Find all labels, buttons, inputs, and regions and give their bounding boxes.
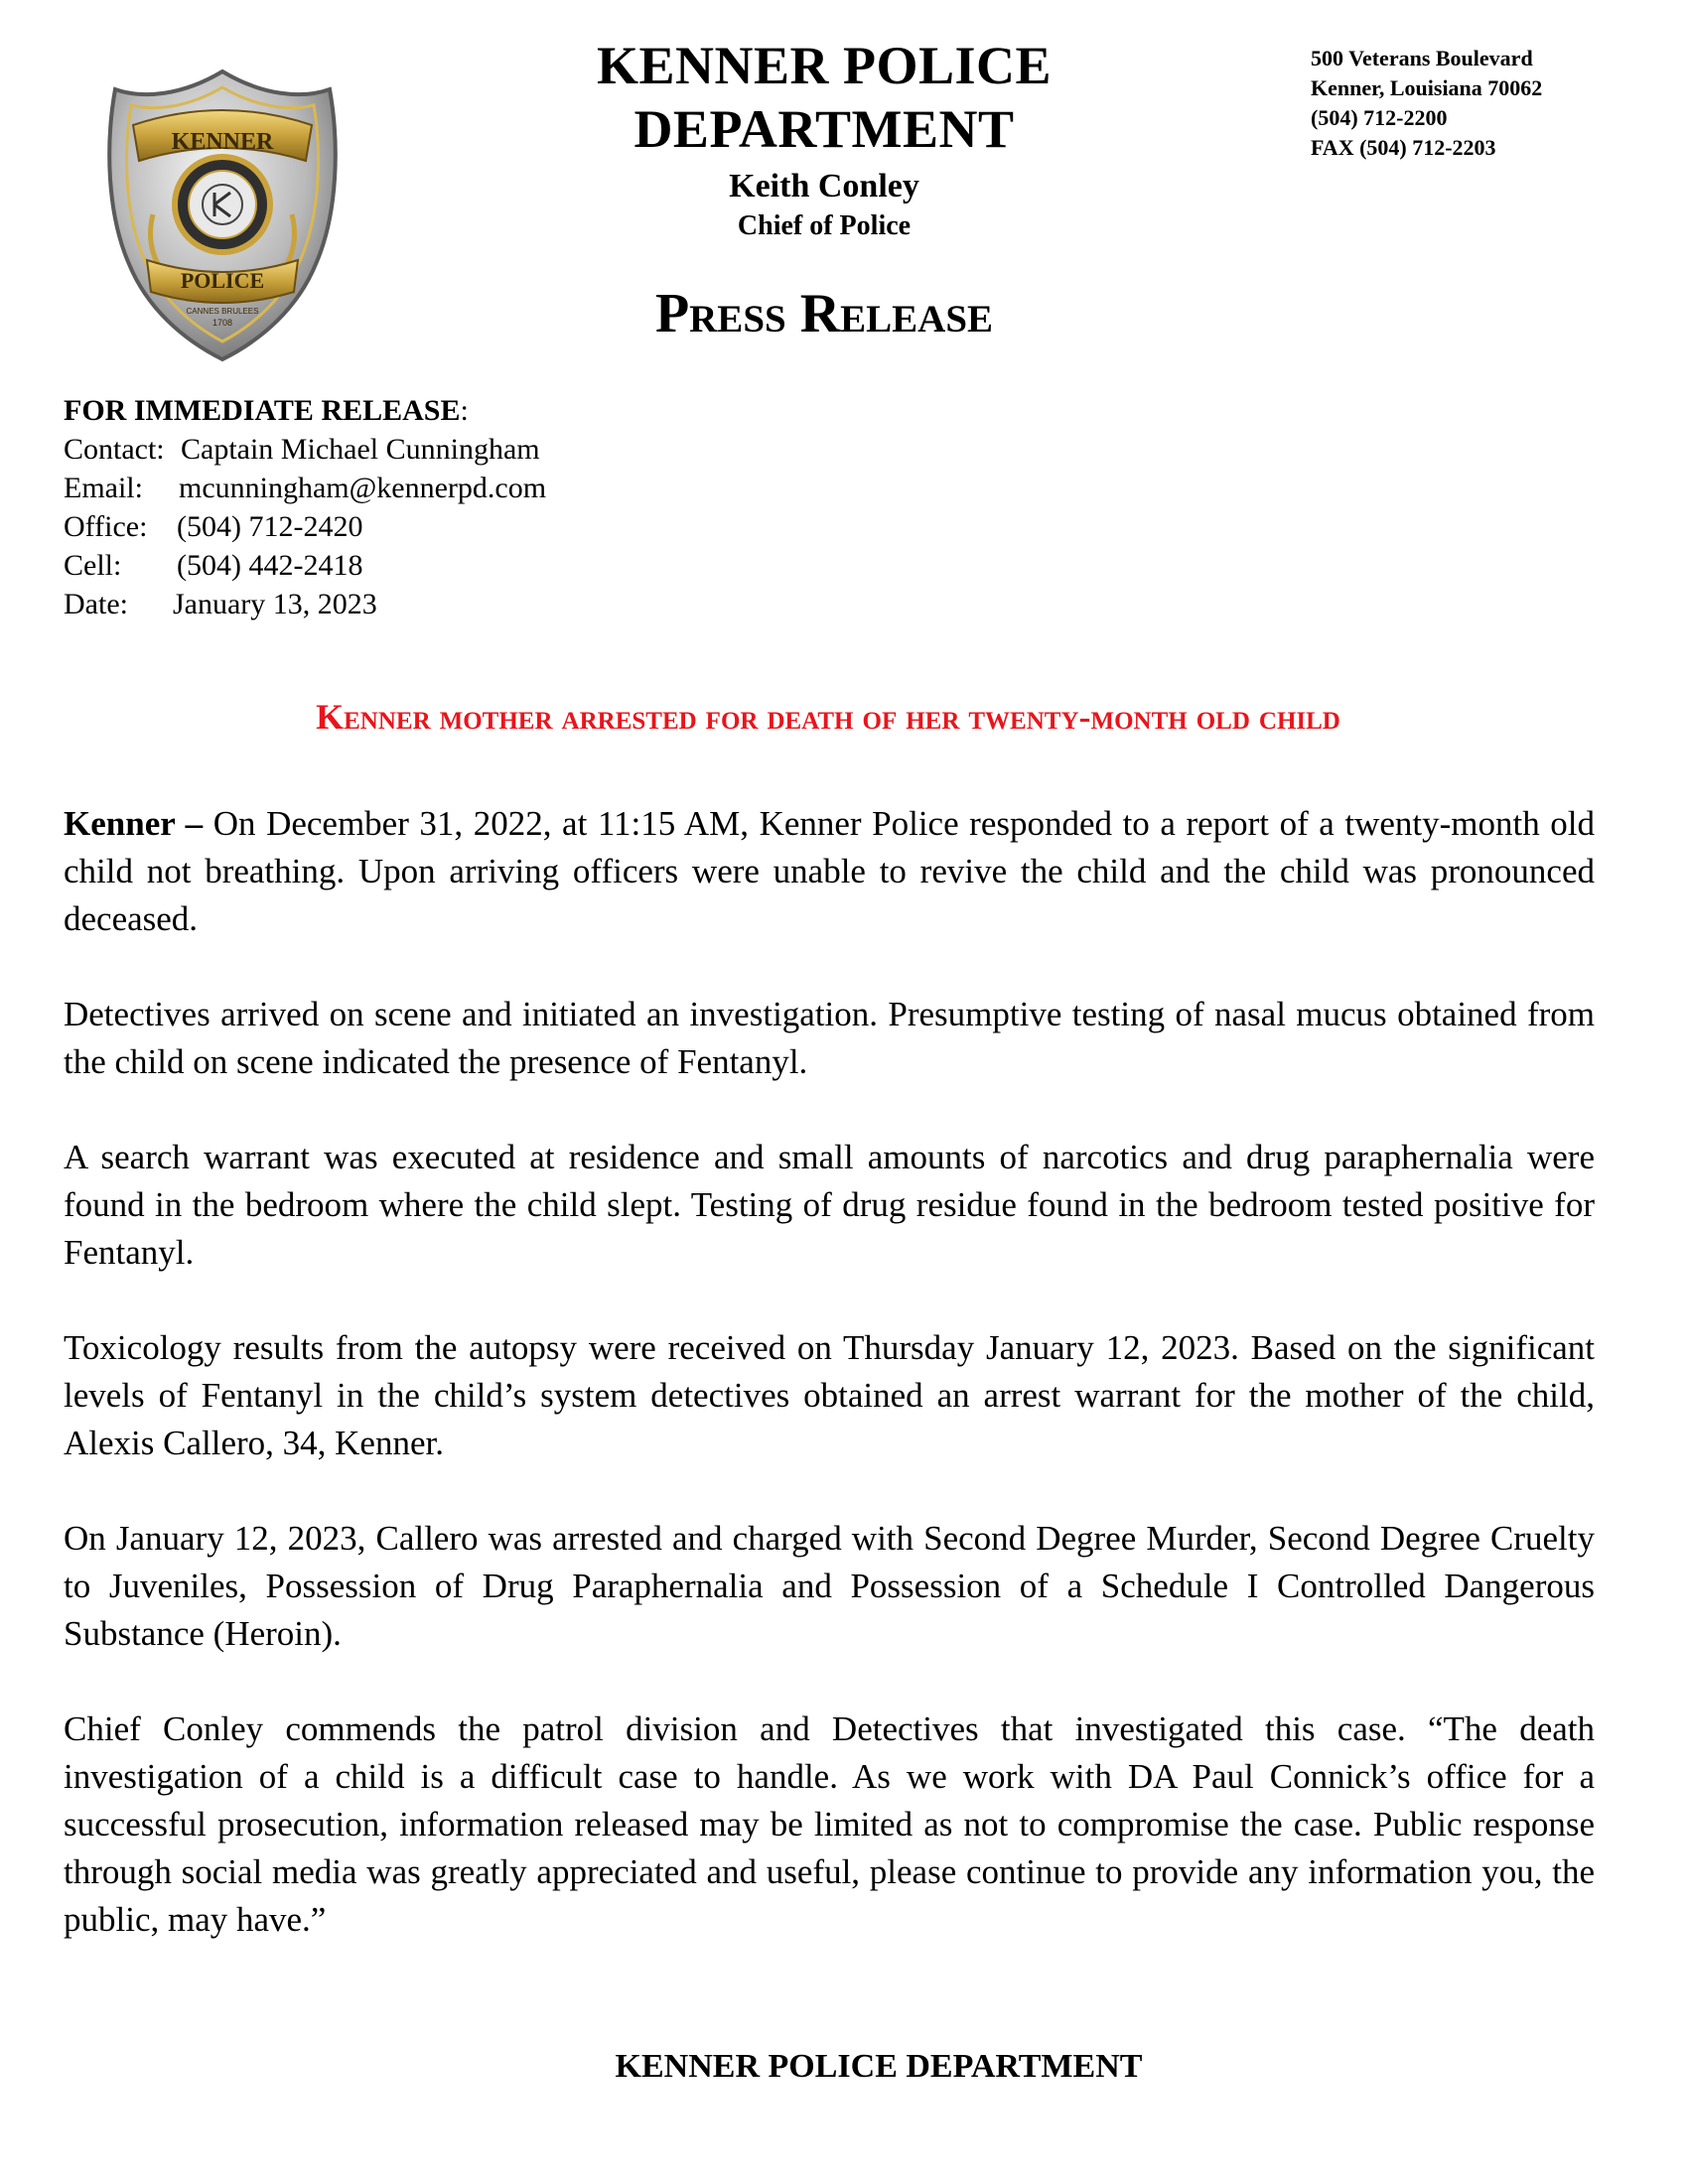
badge-motto: CANNES BRULEES <box>186 307 259 316</box>
paragraph-6: Chief Conley commends the patrol division and Detectives that investigated this case. “The death investigation of a child is a difficult case to handle. As we work with DA Paul Connick’s office for a successful prosecution, information released may be limited as not to compromise the case. Public response through social media was greatly appreciated and useful, please continue to provide any information you, the public, may have.” <box>64 1709 1595 1939</box>
press-headline: Kenner mother arrested for death of her twenty-month old child <box>316 697 1340 737</box>
phone-number: (504) 712-2200 <box>1311 105 1448 130</box>
office-row <box>64 507 546 546</box>
paragraph-4: Toxicology results from the autopsy were received on Thursday January 12, 2023. Based on the significant levels of Fentanyl in the child’s system detectives obtained an arrest warrant for the mother of the child, Alexis Callero, 34, Kenner. <box>64 1328 1595 1462</box>
letterhead <box>526 34 1122 244</box>
paragraph-1-text: On December 31, 2022, at 11:15 AM, Kenner Police responded to a report of a twenty-month old child not breathing. Upon arriving officers were unable to revive the child and the child was pronounced deceased. <box>64 804 1595 938</box>
chief-title: Chief of Police <box>737 210 912 241</box>
date-label: Date: <box>64 588 128 620</box>
cell-label: Cell: <box>64 549 122 582</box>
document-type-title: Press Release <box>654 283 994 344</box>
address-block <box>1311 44 1542 163</box>
city-state-zip: Kenner, Louisiana 70062 <box>1311 75 1543 100</box>
paragraph-1 <box>64 800 1595 943</box>
email-value: mcunningham@kennerpd.com <box>179 472 547 504</box>
contact-label: Contact: <box>64 433 165 466</box>
date-value: January 13, 2023 <box>173 588 377 620</box>
email-row <box>64 469 546 507</box>
police-badge-logo <box>103 66 342 363</box>
footer-signature: KENNER POLICE DEPARTMENT <box>615 2048 1143 2085</box>
email-label: Email: <box>64 472 143 504</box>
press-body <box>64 800 1595 1991</box>
release-label: FOR IMMEDIATE RELEASE <box>64 394 461 427</box>
office-label: Office: <box>64 510 148 543</box>
contact-value: Captain Michael Cunningham <box>181 433 540 466</box>
contact-row <box>64 430 546 469</box>
department-name-line1: KENNER POLICE <box>596 36 1053 95</box>
department-name-line2: DEPARTMENT <box>633 99 1015 159</box>
cell-value: (504) 442-2418 <box>177 549 363 582</box>
chief-name: Keith Conley <box>729 168 919 205</box>
contact-block <box>64 391 546 623</box>
office-value: (504) 712-2420 <box>177 510 363 543</box>
cell-row <box>64 546 546 585</box>
date-row <box>64 585 546 623</box>
badge-shield-icon <box>103 66 342 363</box>
badge-year: 1708 <box>211 318 233 328</box>
paragraph-2: Detectives arrived on scene and initiated an investigation. Presumptive testing of nasal mucus obtained from the child on scene indicated the presence of Fentanyl. <box>64 995 1595 1081</box>
dateline: Kenner – <box>64 804 204 843</box>
paragraph-5: On January 12, 2023, Callero was arrested and charged with Second Degree Murder, Second Degree Cruelty to Juveniles, Possession of Drug Paraphernalia and Possession of a Schedule I Controlled Dangerous Substance (Heroin). <box>64 1519 1595 1653</box>
paragraph-3: A search warrant was executed at residence and small amounts of narcotics and drug paraphernalia were found in the bedroom where the child slept. Testing of drug residue found in the bedroom tested positive for Fentanyl. <box>64 1138 1595 1272</box>
street-address: 500 Veterans Boulevard <box>1311 46 1533 70</box>
badge-bottom-text: POLICE <box>180 268 265 293</box>
fax-number: FAX (504) 712-2203 <box>1311 135 1496 160</box>
badge-top-text: KENNER <box>171 129 274 155</box>
release-line <box>64 391 546 430</box>
release-suffix: : <box>460 394 469 427</box>
